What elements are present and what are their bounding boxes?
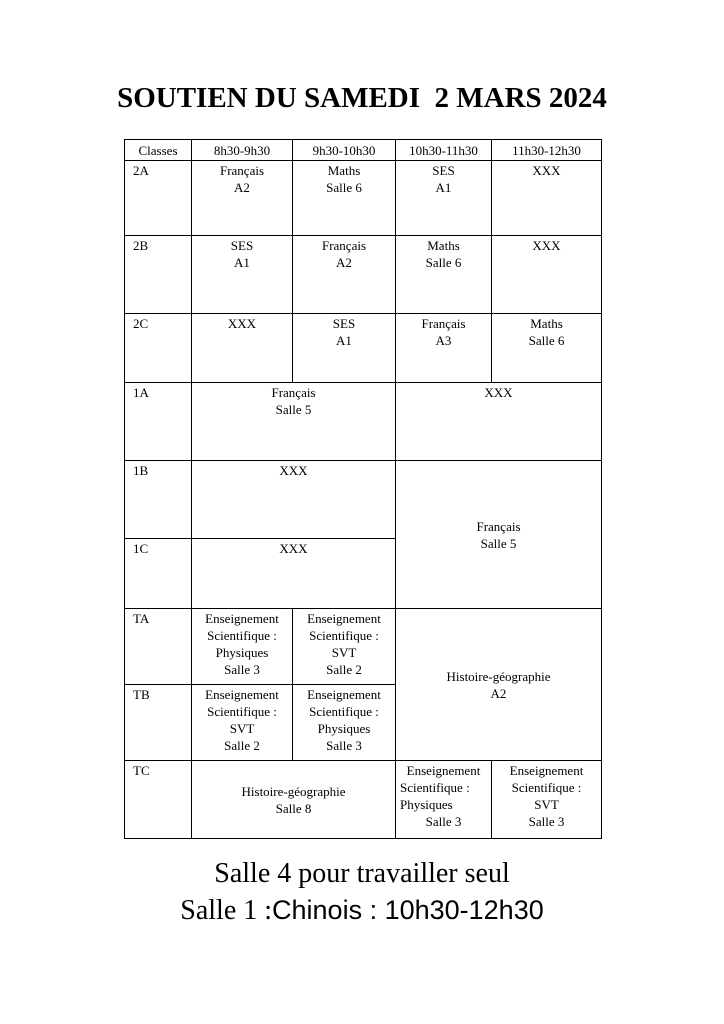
room-text: A2 [490, 686, 507, 701]
table-row-1B [125, 461, 602, 539]
subject-text: SVT [534, 797, 559, 812]
subject-text: Français [271, 385, 316, 400]
slot-cell [293, 314, 396, 383]
subject-text: Maths [530, 316, 563, 331]
room-text: Salle 3 [425, 814, 462, 829]
room-text: A2 [336, 255, 352, 270]
room-text: Salle 3 [528, 814, 565, 829]
slot-cell [192, 236, 293, 314]
subject-text: Physiques [215, 645, 269, 660]
page-title: SOUTIEN DU SAMEDI 2 MARS 2024 [117, 82, 607, 114]
subject-text: Scientifique : [511, 780, 582, 795]
header-slot-1: 8h30-9h30 [192, 140, 293, 161]
footer-room-text: Salle 1 : [180, 895, 273, 926]
subject-text: XXX [279, 463, 308, 478]
subject-text: XXX [532, 238, 561, 253]
slot-cell [396, 314, 492, 383]
subject-text: XXX [484, 385, 513, 400]
slot-cell [192, 161, 293, 236]
subject-text: XXX [227, 316, 257, 331]
subject-text: Français [476, 519, 521, 534]
room-text: Salle 8 [275, 801, 312, 816]
subject-text: SVT [331, 645, 357, 660]
subject-text: SES [332, 316, 356, 331]
subject-text: Enseignement [406, 763, 481, 778]
subject-text: Enseignement [205, 611, 279, 626]
footer-line-2 [0, 895, 724, 927]
subject-text: Physiques [317, 721, 371, 736]
subject-text: SES [230, 238, 254, 253]
subject-text: Scientifique : [400, 780, 470, 795]
room-text: A1 [234, 255, 250, 270]
subject-text: Maths [427, 238, 460, 253]
schedule-table [124, 139, 602, 839]
slot-cell [492, 236, 602, 314]
class-label: 1C [125, 539, 192, 609]
slot-cell [396, 236, 492, 314]
room-text: Salle 5 [275, 402, 312, 417]
room-text: A2 [234, 180, 250, 195]
slot-cell-merged [192, 383, 396, 461]
subject-text: Scientifique : [309, 628, 379, 643]
slot-cell [492, 161, 602, 236]
class-label: TA [125, 609, 192, 685]
slot-cell-merged [192, 761, 396, 839]
header-slot-4: 11h30-12h30 [492, 140, 602, 161]
subject-text: Enseignement [509, 763, 584, 778]
slot-cell [492, 314, 602, 383]
subject-text: Enseignement [205, 687, 279, 702]
class-label: 2A [125, 161, 192, 236]
table-row-2C [125, 314, 602, 383]
room-text: Salle 3 [326, 738, 362, 753]
subject-text: Enseignement [307, 687, 381, 702]
subject-text: Français [219, 163, 265, 178]
room-text: A3 [435, 333, 452, 348]
slot-cell-merged [396, 383, 602, 461]
table-row-TC [125, 761, 602, 839]
subject-text: Histoire-géographie [241, 784, 346, 799]
room-text: Salle 2 [224, 738, 260, 753]
table-row-TA [125, 609, 602, 685]
slot-cell [396, 761, 492, 839]
class-label: 1B [125, 461, 192, 539]
slot-cell [192, 609, 293, 685]
subject-text: XXX [279, 541, 308, 556]
header-classes: Classes [125, 140, 192, 161]
slot-cell [192, 685, 293, 761]
header-slot-3: 10h30-11h30 [396, 140, 492, 161]
slot-cell-merged [192, 539, 396, 609]
subject-text: Scientifique : [309, 704, 379, 719]
subject-text: SES [432, 163, 455, 178]
class-label: 1A [125, 383, 192, 461]
slot-cell-merged [396, 461, 602, 609]
subject-text: Physiques [400, 797, 453, 812]
subject-text: Maths [327, 163, 361, 178]
room-text: A1 [435, 180, 452, 195]
room-text: Salle 6 [425, 255, 462, 270]
subject-text: Français [421, 316, 466, 331]
slot-cell [293, 236, 396, 314]
room-text: Salle 2 [326, 662, 362, 677]
room-text: Salle 6 [326, 180, 362, 195]
slot-cell [192, 314, 293, 383]
subject-text: Français [321, 238, 367, 253]
subject-text: XXX [532, 163, 561, 178]
subject-text: Scientifique : [207, 704, 277, 719]
subject-text: SVT [229, 721, 255, 736]
room-text: A1 [336, 333, 352, 348]
subject-text: Enseignement [307, 611, 381, 626]
header-row [125, 140, 602, 161]
header-slot-2: 9h30-10h30 [293, 140, 396, 161]
class-label: 2B [125, 236, 192, 314]
slot-cell [293, 161, 396, 236]
slot-cell-merged [396, 609, 602, 761]
subject-text: Scientifique : [207, 628, 277, 643]
class-label: TB [125, 685, 192, 761]
subject-text: Histoire-géographie [446, 669, 551, 684]
slot-cell [293, 685, 396, 761]
slot-cell [492, 761, 602, 839]
class-label: 2C [125, 314, 192, 383]
table-row-2A [125, 161, 602, 236]
footer-chinese-text: Chinois : 10h30-12h30 [272, 895, 544, 925]
footer-line-1: Salle 4 pour travailler seul [214, 858, 510, 889]
slot-cell [396, 161, 492, 236]
room-text: Salle 6 [528, 333, 565, 348]
room-text: Salle 5 [480, 536, 517, 551]
table-row-2B [125, 236, 602, 314]
room-text: Salle 3 [224, 662, 260, 677]
slot-cell-merged [192, 461, 396, 539]
class-label: TC [125, 761, 192, 839]
table-row-1A [125, 383, 602, 461]
slot-cell [293, 609, 396, 685]
